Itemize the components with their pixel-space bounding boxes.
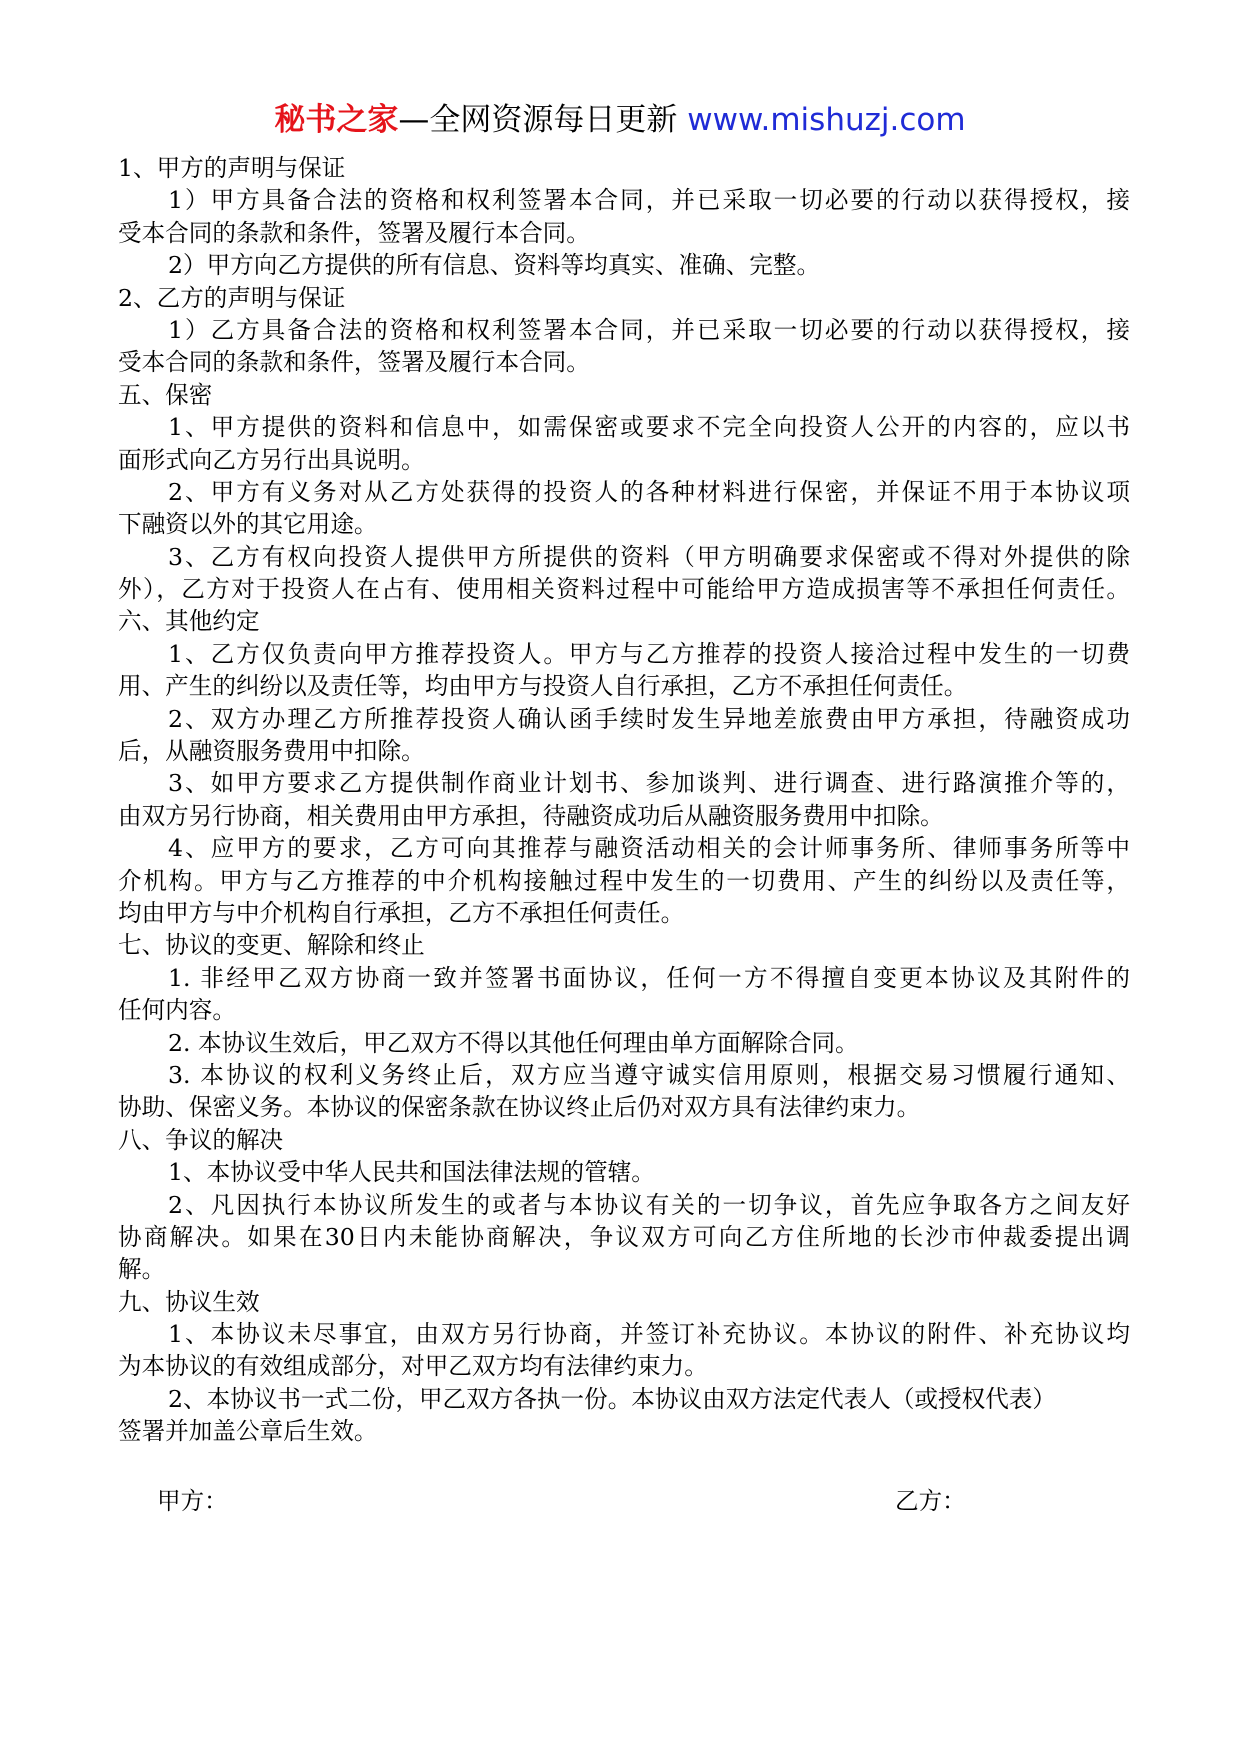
- clause-line: 后，从融资服务费用中扣除。: [118, 737, 425, 766]
- clause-line: 解。: [118, 1255, 166, 1284]
- clause-line: 1）甲方具备合法的资格和权利签署本合同，并已采取一切必要的行动以获得授权，接: [168, 186, 1130, 215]
- clause-line: 签署并加盖公章后生效。: [118, 1417, 378, 1446]
- section-heading: 六、其他约定: [118, 607, 260, 636]
- clause-line: 2. 本协议生效后，甲乙双方不得以其他任何理由单方面解除合同。: [168, 1028, 859, 1057]
- banner-slogan: —全网资源每日更新: [398, 102, 678, 138]
- clause-line: 1、本协议未尽事宜，由双方另行协商，并签订补充协议。本协议的附件、补充协议均: [168, 1320, 1130, 1349]
- clause-line: 受本合同的条款和条件，签署及履行本合同。: [118, 218, 590, 247]
- clause-line: 外），乙方对于投资人在占有、使用相关资料过程中可能给甲方造成损害等不承担任何责任。: [118, 575, 1130, 604]
- clause-line: 2、双方办理乙方所推荐投资人确认函手续时发生异地差旅费由甲方承担，待融资成功: [168, 704, 1130, 733]
- site-banner: [0, 98, 1240, 142]
- clause-line: 介机构。甲方与乙方推荐的中介机构接触过程中发生的一切费用、产生的纠纷以及责任等，: [118, 866, 1130, 895]
- clause-line: 受本合同的条款和条件，签署及履行本合同。: [118, 348, 590, 377]
- clause-line: 均由甲方与中介机构自行承担，乙方不承担任何责任。: [118, 898, 685, 927]
- clause-line: 1. 非经甲乙双方协商一致并签署书面协议，任何一方不得擅自变更本协议及其附件的: [168, 963, 1130, 992]
- clause-line: 1）乙方具备合法的资格和权利签署本合同，并已采取一切必要的行动以获得授权，接: [168, 315, 1130, 344]
- clause-line: 下融资以外的其它用途。: [118, 510, 378, 539]
- clause-line: 1、本协议受中华人民共和国法律法规的管辖。: [168, 1158, 655, 1187]
- clause-line: 1、甲方提供的资料和信息中，如需保密或要求不完全向投资人公开的内容的，应以书: [168, 413, 1130, 442]
- section-heading: 九、协议生效: [118, 1287, 260, 1316]
- clause-line: 协商解决。如果在30日内未能协商解决，争议双方可向乙方住所地的长沙市仲裁委提出调: [118, 1222, 1130, 1251]
- section-heading: 1、甲方的声明与保证: [118, 154, 346, 182]
- clause-line: 4、应甲方的要求，乙方可向其推荐与融资活动相关的会计师事务所、律师事务所等中: [168, 834, 1130, 863]
- brand-name: 秘书之家: [274, 102, 399, 138]
- clause-line: 用、产生的纠纷以及责任等，均由甲方与投资人自行承担，乙方不承担任何责任。: [118, 672, 968, 701]
- section-heading: 七、协议的变更、解除和终止: [118, 931, 425, 960]
- clause-line: 2）甲方向乙方提供的所有信息、资料等均真实、准确、完整。: [168, 251, 821, 280]
- contract-body: [118, 152, 1130, 1448]
- clause-line: 2、本协议书一式二份，甲乙双方各执一份。本协议由双方法定代表人（或授权代表）: [168, 1384, 1056, 1413]
- section-heading: 五、保密: [118, 380, 213, 409]
- clause-line: 任何内容。: [118, 996, 236, 1025]
- clause-line: 3、乙方有权向投资人提供甲方所提供的资料（甲方明确要求保密或不得对外提供的除: [168, 542, 1130, 571]
- party-b-signature-label: 乙方：: [895, 1487, 966, 1515]
- clause-line: 3. 本协议的权利义务终止后，双方应当遵守诚实信用原则，根据交易习惯履行通知、: [168, 1060, 1130, 1089]
- clause-line: 2、甲方有义务对从乙方处获得的投资人的各种材料进行保密，并保证不用于本协议项: [168, 477, 1130, 506]
- clause-line: 协助、保密义务。本协议的保密条款在协议终止后仍对双方具有法律约束力。: [118, 1093, 921, 1122]
- clause-line: 由双方另行协商，相关费用由甲方承担，待融资成功后从融资服务费用中扣除。: [118, 801, 944, 830]
- website-link[interactable]: www.mishuzj.com: [687, 102, 966, 138]
- clause-line: 面形式向乙方另行出具说明。: [118, 445, 425, 474]
- section-heading: 2、乙方的声明与保证: [118, 283, 346, 312]
- clause-line: 3、如甲方要求乙方提供制作商业计划书、参加谈判、进行调查、进行路演推介等的，: [168, 769, 1130, 798]
- clause-line: 1、乙方仅负责向甲方推荐投资人。甲方与乙方推荐的投资人接洽过程中发生的一切费: [168, 639, 1130, 668]
- clause-line: 为本协议的有效组成部分，对甲乙双方均有法律约束力。: [118, 1352, 708, 1381]
- clause-line: 2、凡因执行本协议所发生的或者与本协议有关的一切争议，首先应争取各方之间友好: [168, 1190, 1130, 1219]
- party-a-signature-label: 甲方：: [157, 1487, 228, 1515]
- section-heading: 八、争议的解决: [118, 1125, 284, 1154]
